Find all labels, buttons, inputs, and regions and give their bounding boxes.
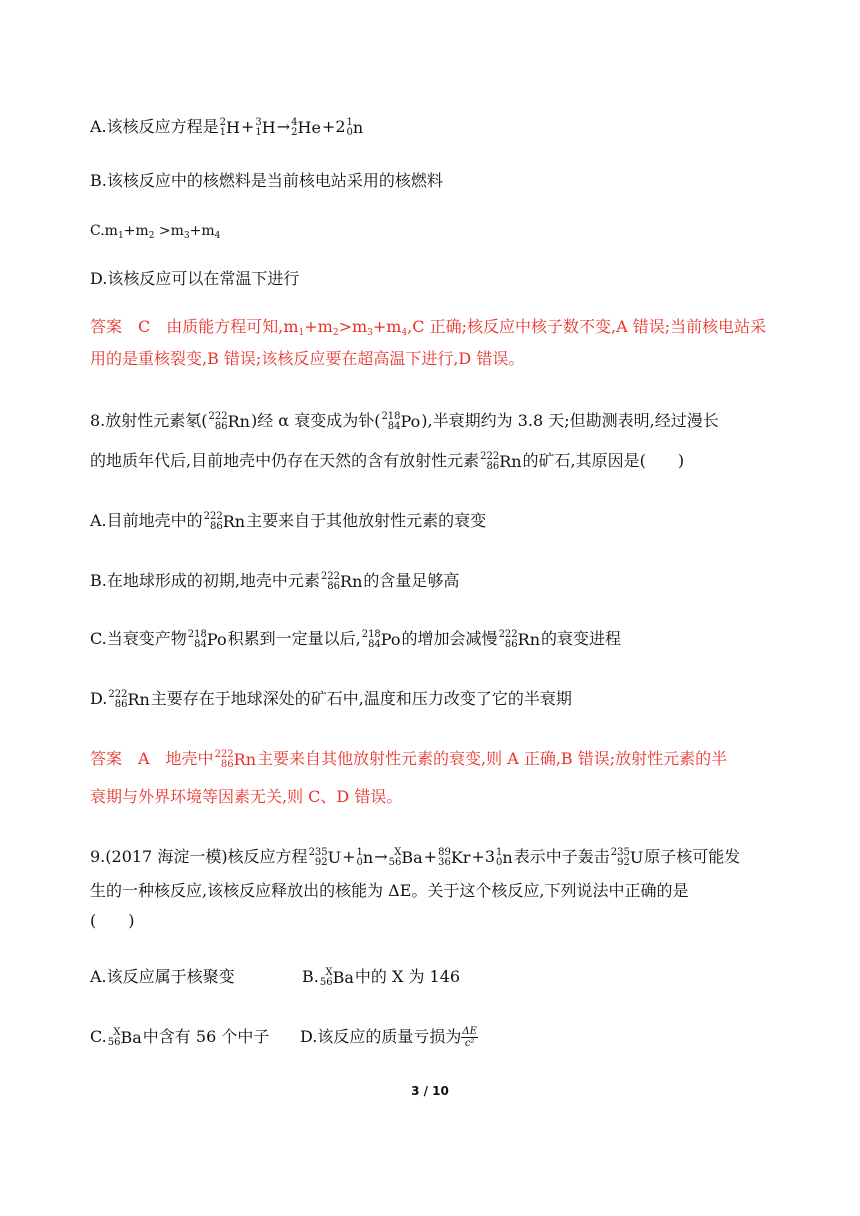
q7-answer-line2: 用的是重核裂变,B 错误;该核反应要在超高温下进行,D 错误。	[90, 349, 525, 368]
nuclide-kr: 89 36 Kr	[438, 846, 471, 868]
q7-option-b: B.该核反应中的核燃料是当前核电站采用的核燃料	[90, 171, 443, 190]
q9-option-c: C. X 56 Ba中含有 56 个中子	[90, 1026, 270, 1048]
nuclide-rn: 222 86 Rn	[480, 450, 522, 472]
q8-stem-line2: 的地质年代后,目前地壳中仍存在天然的含有放射性元素 222 86 Rn的矿石,其原因是( )	[90, 450, 685, 472]
q8-option-c: C.当衰变产物 218 84 Po积累到一定量以后, 218 84 Po的增加会减慢 222 86 Rn的衰变进程	[90, 628, 622, 650]
nuclide-po: 218 84 Po	[381, 410, 421, 432]
q8-option-d: D. 222 86 Rn主要存在于地球深处的矿石中,温度和压力改变了它的半衰期	[90, 688, 572, 710]
q8-option-a: A.目前地壳中的 222 86 Rn主要来自于其他放射性元素的衰变	[90, 510, 487, 532]
q7-answer-line1: 答案 C 由质能方程可知$,m_1+m_2>m_3+m_4,C$ 正确;核反应中核子数不变,A 错误;当前核电站采	[90, 317, 767, 338]
plus-sign: +	[321, 117, 336, 136]
q9-stem-line2: 生的一种核反应,该核反应释放出的核能为 ΔE。关于这个核反应,下列说法中正确的是	[90, 881, 689, 900]
nuclide-neutron: 1 0 n	[496, 846, 513, 868]
q9-option-b: B. X 56 Ba中的 X 为 146	[302, 966, 461, 988]
coefficient: 2	[335, 117, 346, 136]
q9-stem-line1: 9.(2017 海淀一模)核反应方程 235 92 U+ 1 0 n→ X 56 Ba+ 89 36 Kr+3 1 0 n表示中子轰击 235 92 U原子核可能发	[90, 846, 741, 868]
nuclide-rn: 222 86 Rn	[208, 410, 250, 432]
q9-stem-line3: ( )	[90, 911, 135, 930]
nuclide-h3: 3 1 H	[255, 116, 276, 138]
nuclide-rn: 222 86 Rn	[214, 748, 257, 770]
q8-answer-line1: 答案 A 地壳中 222 86 Rn主要来自其他放射性元素的衰变,则 A 正确,B 错误;放射性元素的半	[90, 748, 728, 770]
nuclide-neutron: 1 0 n	[346, 116, 364, 138]
q9-option-a: A.该反应属于核聚变	[90, 967, 235, 986]
q8-stem-line1: 8.放射性元素氡( 222 86 Rn)经 α 衰变成为钋( 218 84 Po),半衰期约为 3.8 天;但勘测表明,经过漫长	[90, 410, 719, 432]
q8-option-b: B.在地球形成的初期,地壳中元素 222 86 Rn的含量足够高	[90, 570, 460, 592]
nuclide-u235: 235 92 U	[308, 846, 342, 868]
q7-option-a-text: A.该核反应方程是	[90, 117, 219, 136]
arrow: →	[276, 117, 291, 136]
nuclide-rn: 222 86 Rn	[203, 510, 246, 532]
nuclide-po: 218 84 Po	[187, 628, 227, 650]
q9-option-d: D.该反应的质量亏损为 $\frac{\Delta E}{\text{c²}}$	[300, 1026, 477, 1049]
nuclide-ba: X 56 Ba	[107, 1026, 142, 1048]
q7-option-a	[90, 116, 364, 138]
page-number: 3 / 10	[411, 1084, 449, 1098]
nuclide-po: 218 84 Po	[361, 628, 401, 650]
q8-answer-line2: 衰期与外界环境等因素无关,则 C、D 错误。	[90, 787, 403, 806]
nuclide-he4: 4 2 He	[291, 116, 321, 138]
mass-defect-fraction: $\frac{\Delta E}{\text{c²}}$	[462, 1026, 477, 1049]
nuclide-rn: 222 86 Rn	[108, 688, 150, 710]
nuclide-ba: X 56 Ba	[319, 966, 354, 988]
plus-sign: +	[240, 117, 255, 136]
nuclide-h2: 2 1 H	[219, 116, 240, 138]
nuclide-rn: 222 86 Rn	[498, 628, 541, 650]
nuclide-neutron: 1 0 n	[356, 846, 374, 868]
nuclide-ba: X 56 Ba	[388, 846, 423, 868]
q7-option-d: D.该核反应可以在常温下进行	[90, 269, 300, 288]
nuclide-rn: 222 86 Rn	[320, 570, 363, 592]
q7-option-c: $C.m_1+m_2 >m_3+m_4$	[90, 223, 221, 241]
nuclide-u235: 235 92 U	[610, 846, 644, 868]
